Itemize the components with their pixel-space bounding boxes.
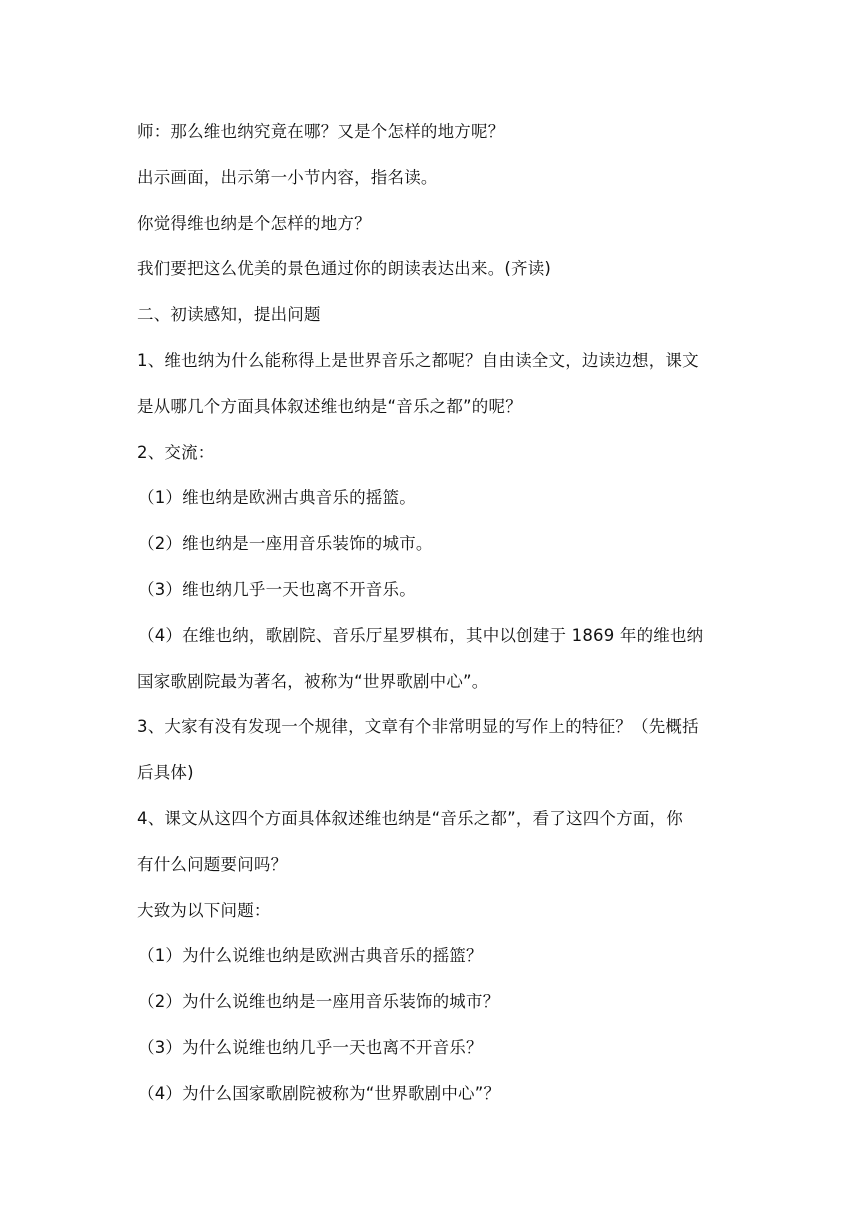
list-item: （2）为什么说维也纳是一座用音乐装饰的城市？ — [138, 992, 500, 1012]
list-item: （4）为什么国家歌剧院被称为“世界歌剧中心”？ — [138, 1083, 501, 1103]
text-line: 出示画面，出示第一小节内容，指名读。 — [137, 167, 438, 187]
list-item: （3）为什么说维也纳几乎一天也离不开音乐？ — [138, 1037, 483, 1057]
text-line: 1、维也纳为什么能称得上是世界音乐之都呢？自由读全文，边读边想，课文 — [137, 350, 699, 370]
text-line: 国家歌剧院最为著名，被称为“世界歌剧中心”。 — [137, 671, 489, 691]
list-item: （3）维也纳几乎一天也离不开音乐。 — [138, 579, 416, 599]
text-line: 师：那么维也纳究竟在哪？又是个怎样的地方呢？ — [137, 122, 505, 141]
list-item: （1）为什么说维也纳是欧洲古典音乐的摇篮？ — [138, 946, 483, 966]
text-line: 有什么问题要问吗？ — [137, 854, 288, 874]
text-line: 4、课文从这四个方面具体叙述维也纳是“音乐之都”，看了这四个方面，你 — [137, 808, 683, 828]
document-body — [137, 109, 723, 1117]
text-line: 3、大家有没有发现一个规律，文章有个非常明显的写作上的特征？（先概括 — [137, 717, 699, 737]
text-line: 大致为以下问题： — [137, 900, 271, 920]
text-line: 你觉得维也纳是个怎样的地方？ — [137, 213, 371, 233]
text-line: 我们要把这么优美的景色通过你的朗读表达出来。(齐读) — [137, 259, 552, 279]
text-line: 2、交流： — [137, 442, 215, 462]
list-item: （4）在维也纳，歌剧院、音乐厅星罗棋布，其中以创建于 1869 年的维也纳 — [138, 625, 704, 645]
text-line: 后具体) — [137, 763, 194, 783]
section-heading: 二、初读感知，提出问题 — [137, 305, 321, 325]
list-item: （1）维也纳是欧洲古典音乐的摇篮。 — [138, 488, 416, 508]
list-item: （2）维也纳是一座用音乐装饰的城市。 — [138, 534, 433, 554]
text-line: 是从哪几个方面具体叙述维也纳是“音乐之都”的呢？ — [137, 396, 522, 416]
